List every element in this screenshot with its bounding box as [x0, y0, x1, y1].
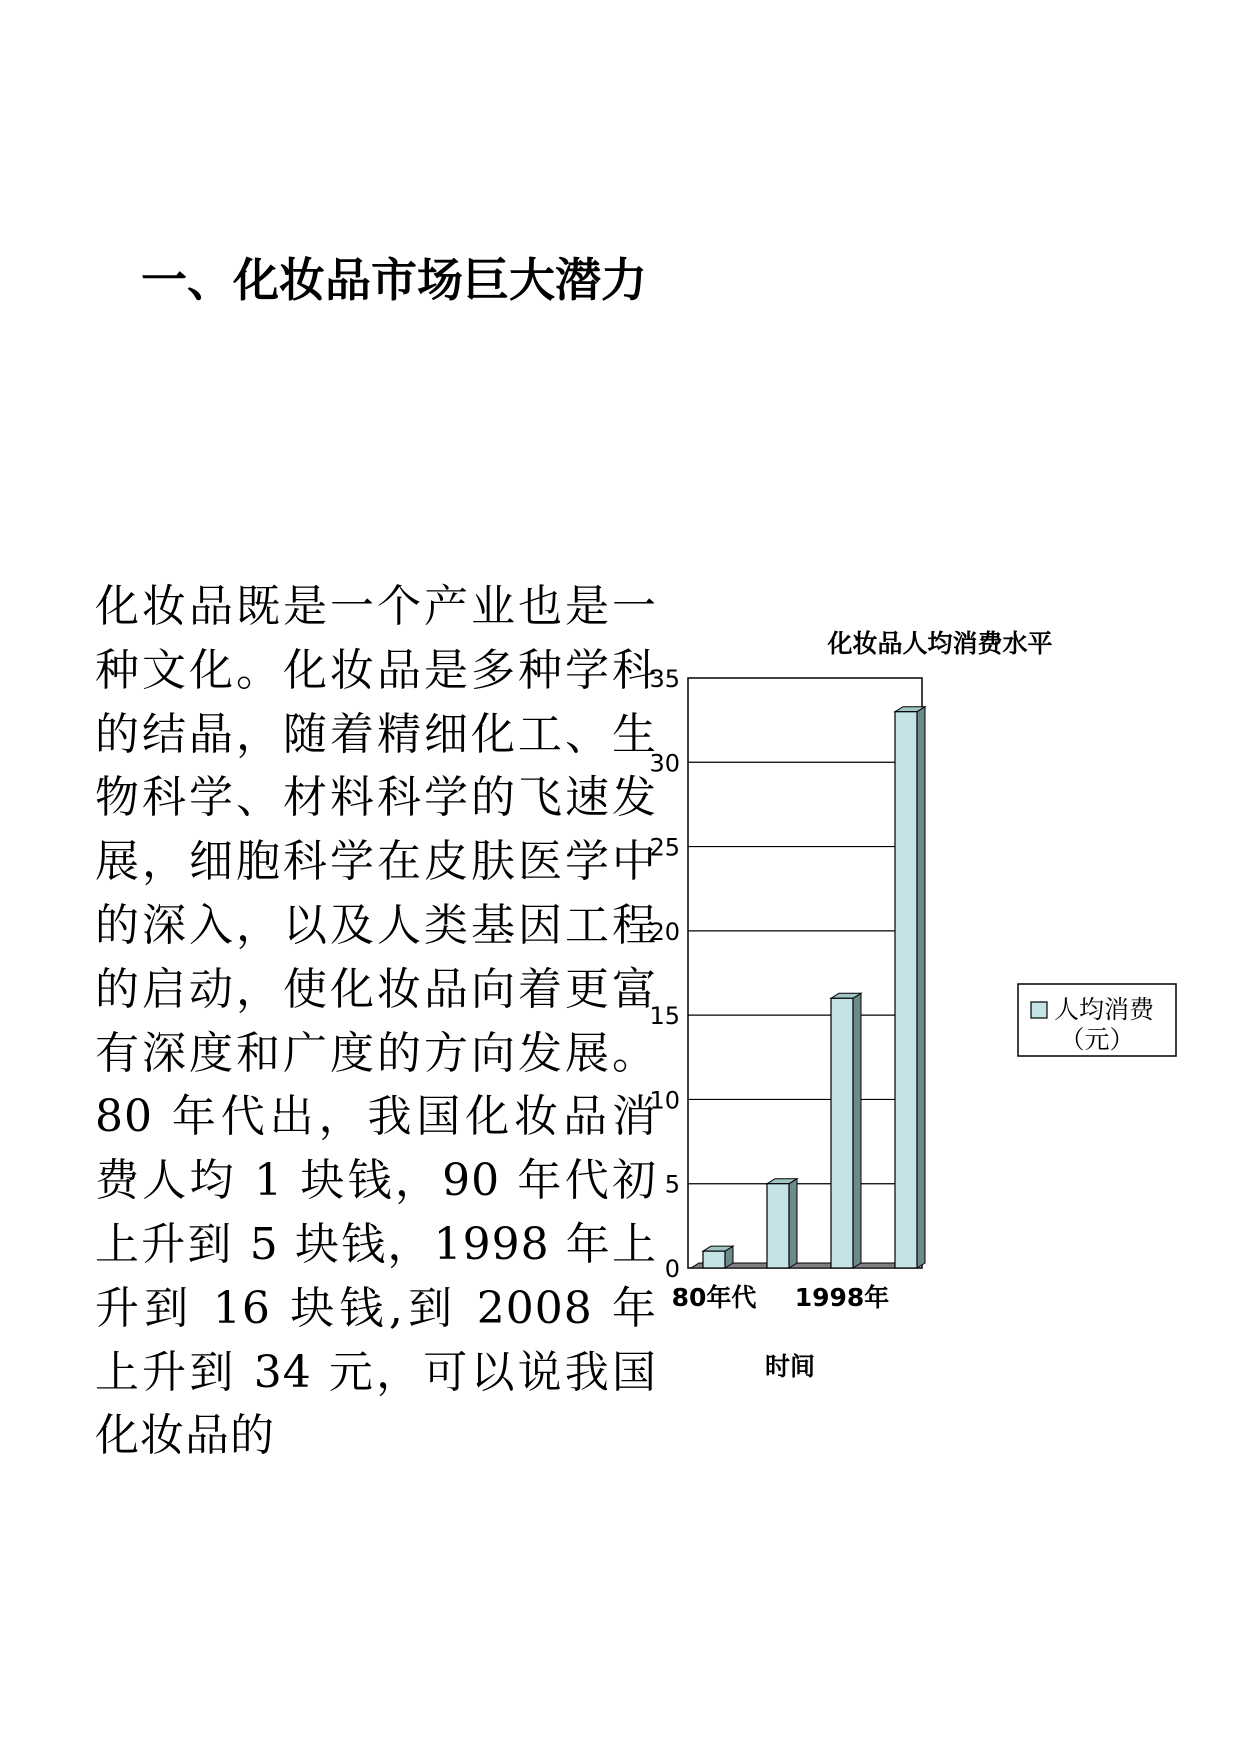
bar — [831, 998, 853, 1268]
x-tick-label: 1998年 — [794, 1283, 890, 1312]
y-tick-label: 30 — [649, 749, 680, 778]
legend — [1018, 984, 1176, 1056]
x-axis-labels — [672, 1283, 890, 1312]
bar-side — [853, 993, 861, 1268]
bar — [767, 1184, 789, 1268]
legend-label: 人均消费 — [1054, 995, 1155, 1024]
y-tick-label: 5 — [664, 1170, 680, 1199]
y-tick-label: 25 — [649, 833, 680, 862]
bar-side — [789, 1179, 797, 1268]
bar — [895, 712, 917, 1268]
legend-swatch — [1031, 1002, 1047, 1018]
y-tick-label: 0 — [664, 1255, 680, 1283]
section-heading: 一、化妆品市场巨大潜力 — [141, 253, 647, 307]
legend-label-unit: （元） — [1059, 1025, 1135, 1054]
bar — [703, 1251, 725, 1268]
bar-chart — [649, 629, 1220, 1560]
chart-title: 化妆品人均消费水平 — [827, 629, 1053, 658]
plot-frame — [688, 678, 922, 1268]
x-tick-label: 80年代 — [671, 1283, 757, 1312]
y-tick-label: 20 — [649, 917, 680, 946]
bar-side — [917, 707, 925, 1268]
gridlines — [688, 762, 922, 1183]
body-paragraph: 化妆品既是一个产业也是一种文化。化妆品是多种学科的结晶，随着精细化工、生物科学、材料科学的飞速发展，细胞科学在皮肤医学中的深入，以及人类基因工程的启动，使化妆品向着更富有深度和广度的方向发展。80 年代出，我国化妆品消费人均 1 块钱，90 年代初上升到 5 块钱，1998 年上升到 16 块钱,到 2008 年上升到 34 元，可以说我国化妆品的 — [95, 581, 657, 1462]
y-tick-label: 15 — [649, 1002, 680, 1031]
x-axis-title: 时间 — [764, 1352, 816, 1381]
y-tick-label: 35 — [649, 665, 680, 693]
y-tick-label: 10 — [649, 1086, 680, 1115]
